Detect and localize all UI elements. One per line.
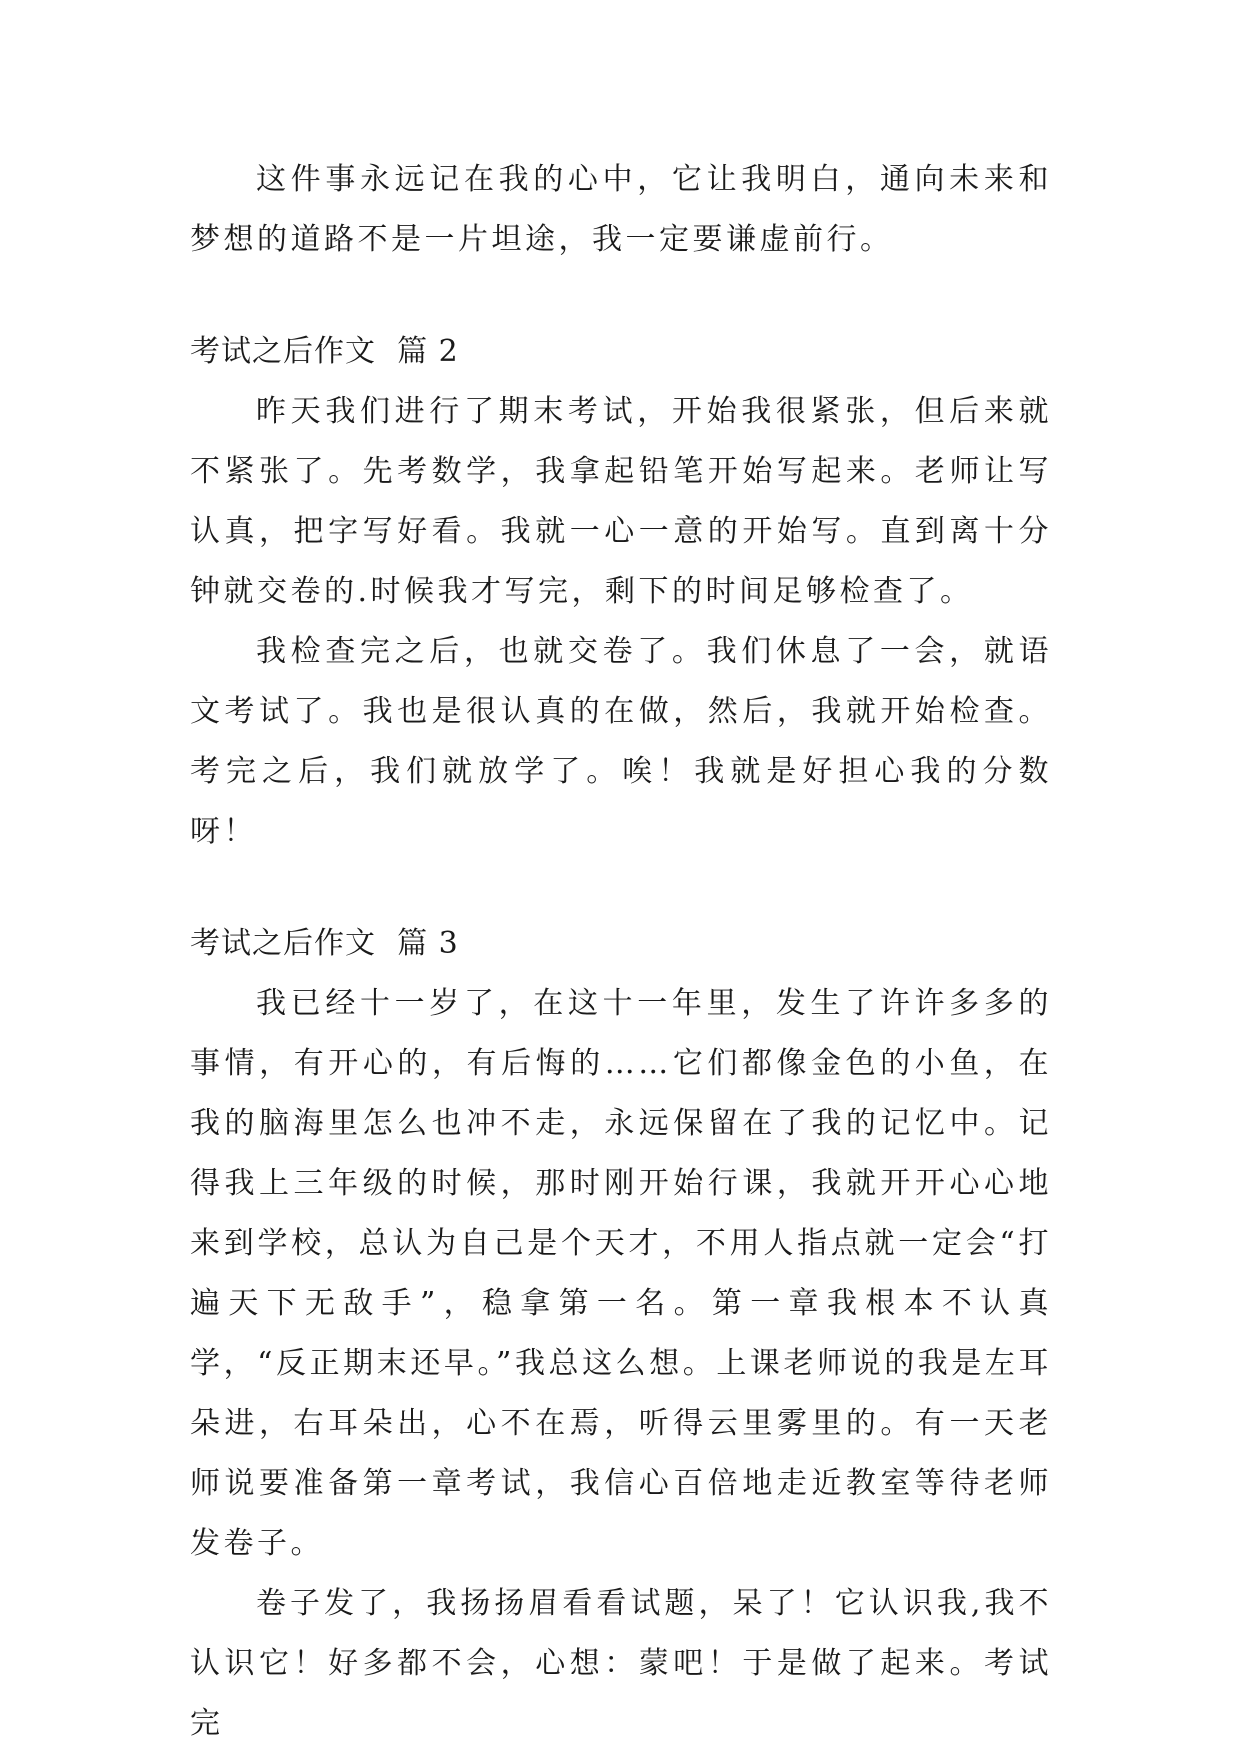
paragraph: 这件事永远记在我的心中，它让我明白，通向未来和梦想的道路不是一片坦途，我一定要谦虚前行。 — [190, 162, 1052, 257]
section-gap — [190, 270, 1052, 322]
paragraph: 昨天我们进行了期末考试，开始我很紧张，但后来就不紧张了。先考数学，我拿起铅笔开始写起来。老师让写认真，把字写好看。我就一心一意的开始写。直到离十分钟就交卷的.时候我才写完，剩下的时间足够检查了。 — [190, 394, 1052, 609]
section-heading: 考试之后作文 篇 2 — [190, 334, 459, 369]
document-page — [190, 150, 1052, 1754]
paragraph: 我已经十一岁了，在这十一年里，发生了许许多多的事情，有开心的，有后悔的……它们都像金色的小鱼，在我的脑海里怎么也冲不走，永远保留在了我的记忆中。记得我上三年级的时候，那时刚开始行课，我就开开心心地来到学校，总认为自己是个天才，不用人指点就一定会“打遍天下无敌手”，稳拿第一名。第一章我根本不认真学，“反正期末还早。”我总这么想。上课老师说的我是左耳朵进，右耳朵出，心不在焉，听得云里雾里的。有一天老师说要准备第一章考试，我信心百倍地走近教室等待老师发卷子。 — [190, 986, 1052, 1561]
paragraph: 我检查完之后，也就交卷了。我们休息了一会，就语文考试了。我也是很认真的在做，然后，我就开始检查。考完之后，我们就放学了。唉！我就是好担心我的分数呀！ — [190, 634, 1052, 849]
paragraph: 卷子发了，我扬扬眉看看试题，呆了！它认识我,我不认识它！好多都不会，心想：蒙吧！于是做了起来。考试完 — [190, 1586, 1052, 1741]
section-heading: 考试之后作文 篇 3 — [190, 926, 459, 961]
section-gap — [190, 862, 1052, 914]
